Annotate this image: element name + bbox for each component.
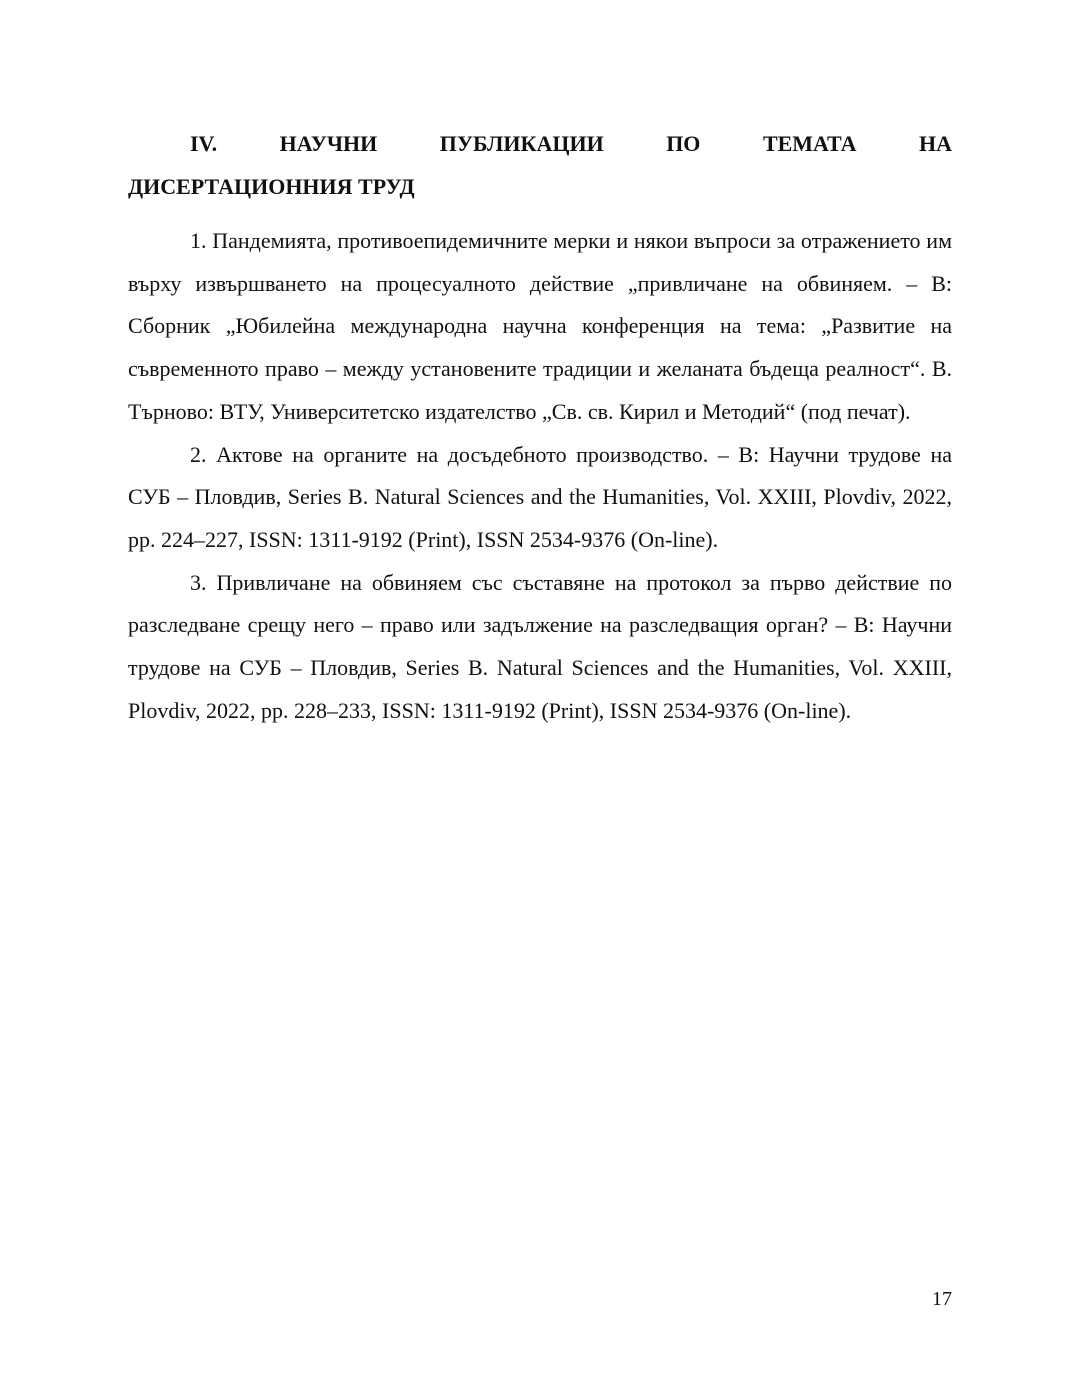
section-heading-line-2: ДИСЕРТАЦИОННИЯ ТРУД: [128, 174, 415, 199]
publication-item-1: 1. Пандемията, противоепидемичните мерки и някои въпроси за отражението им върху извършването на процесуалното действие „привличане на обвиняем. – В: Сборник „Юбилейна международна научна конференция на тема: „Развитие на съвременното право – между установените традиции и желаната бъдеща реалност“. В. Търново: ВТУ, Университетско издателство „Св. св. Кирил и Методий“ (под печат).: [128, 228, 952, 424]
section-heading: [128, 122, 952, 208]
publication-item-3: 3. Привличане на обвиняем със съставяне на протокол за първо действие по разследване срещу него – право или задължение на разследващия орган? – В: Научни трудове на СУБ – Пловдив, Series B. Natural Sciences and the Humanities, Vol. XXIII, Plovdiv, 2022, pp. 228–233, ISSN: 1311-9192 (Print), ISSN 2534-9376 (On-line).: [128, 569, 952, 723]
publications-list: [128, 220, 952, 732]
section-heading-line-1: IV. НАУЧНИ ПУБЛИКАЦИИ ПО ТЕМАТА НА: [190, 131, 952, 156]
publication-item-2: 2. Актове на органите на досъдебното производство. – В: Научни трудове на СУБ – Пловдив, Series B. Natural Sciences and the Humanities, Vol. XXIII, Plovdiv, 2022, pp. 224–227, ISSN: 1311-9192 (Print), ISSN 2534-9376 (On-line).: [128, 441, 952, 552]
page-number: 17: [932, 1288, 952, 1310]
